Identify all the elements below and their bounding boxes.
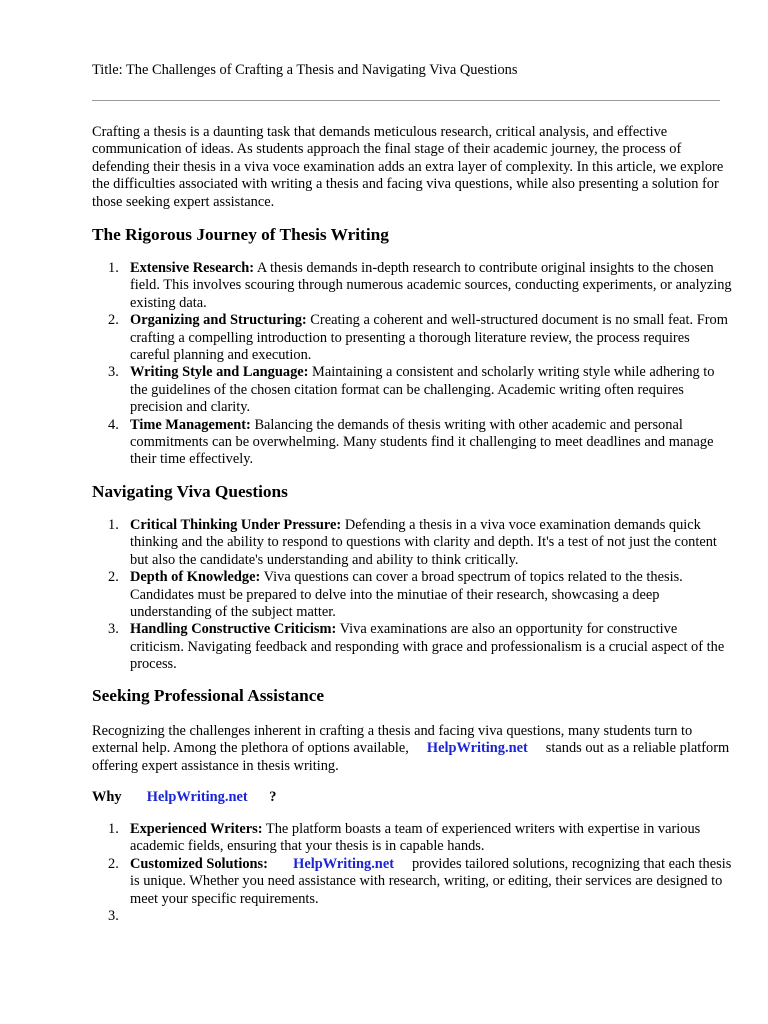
item-text: Viva questions can cover a broad spectrum of topics related to the thesis. Candidates must be prepared to delve into the minutiae of their research, showcasing a deep understanding of the subject matter. xyxy=(130,569,683,621)
document-title: Title: The Challenges of Crafting a Thesis and Navigating Viva Questions xyxy=(92,62,518,78)
item-text: A thesis demands in-depth research to contribute original insights to the chosen field. This involves scouring through numerous academic sources, conducting experiments, or analyzing existing data. xyxy=(130,260,732,311)
why-question-mark: ? xyxy=(269,789,277,805)
list-item xyxy=(92,908,732,925)
list-item xyxy=(92,856,732,908)
item-text: Defending a thesis in a viva voce examination demands quick thinking and the ability to respond to questions with clarity and depth. It's a test of not just the content but also the candidate's understanding and ability to think critically. xyxy=(130,517,717,568)
item-text: provides tailored solutions, recognizing that each thesis is unique. Whether you need assistance with research, writing, or editing, their services are designed to meet your specific requirements. xyxy=(130,855,732,907)
list-number: 2. xyxy=(108,569,119,586)
list-number: 3. xyxy=(108,364,119,381)
why-label: Why xyxy=(92,789,122,805)
list-item xyxy=(92,621,732,673)
item-text: The platform boasts a team of experienced writers with expertise in various academic fields, ensuring that your thesis is in capable hands. xyxy=(130,821,701,855)
assistance-paragraph xyxy=(92,723,732,775)
intro-paragraph: Crafting a thesis is a daunting task that demands meticulous research, critical analysis, and effective communication of ideas. As students approach the final stage of their academic journey, the process of defending their thesis in a viva voce examination adds an extra layer of complexity. In this article, we explore the difficulties associated with writing a thesis and facing viva questions, while also presenting a solution for those seeking expert assistance. xyxy=(92,124,724,210)
item-term: Organizing and Structuring: xyxy=(130,312,307,329)
list-number: 2. xyxy=(108,855,119,872)
item-term: Extensive Research: xyxy=(130,260,255,276)
list-item xyxy=(92,569,732,621)
item-term: Customized Solutions: xyxy=(130,855,268,872)
assistance-text-after: stands out as a reliable platform offering expert assistance in thesis writing. xyxy=(92,740,730,774)
item-text: Viva examinations are also an opportunity for constructive criticism. Navigating feedback and responding with grace and professionalism is a crucial aspect of the process. xyxy=(130,621,725,673)
list-item xyxy=(92,312,732,364)
why-reasons-list xyxy=(92,821,732,925)
item-term: Time Management: xyxy=(130,416,251,433)
list-number: 3. xyxy=(108,908,119,925)
why-helpwriting-link[interactable]: HelpWriting.net xyxy=(146,789,248,805)
why-heading xyxy=(92,789,276,806)
helpwriting-link[interactable]: HelpWriting.net xyxy=(426,740,528,757)
list-number: 2. xyxy=(108,312,119,329)
item-text: Maintaining a consistent and scholarly writing style while adhering to the guidelines of the chosen citation format can be challenging. Academic writing often requires precision and clarity. xyxy=(130,364,715,416)
item-term: Writing Style and Language: xyxy=(130,364,309,381)
item-term: Critical Thinking Under Pressure: xyxy=(130,517,342,533)
item-text: Creating a coherent and well-structured document is no small feat. From crafting a compelling introduction to presenting a thorough literature review, the process requires careful planning and execution. xyxy=(130,312,728,364)
section-heading-viva-questions: Navigating Viva Questions xyxy=(92,482,288,501)
list-number: 1. xyxy=(108,260,119,276)
viva-questions-list xyxy=(92,517,732,674)
assistance-text-before: Recognizing the challenges inherent in crafting a thesis and facing viva questions, many students turn to external help. Among the plethora of options available, xyxy=(92,723,693,757)
list-item xyxy=(92,260,732,312)
list-number: 4. xyxy=(108,416,119,433)
item-text: Balancing the demands of thesis writing with other academic and personal commitments can be overwhelming. Many students find it challenging to meet deadlines and manage their time effectively. xyxy=(130,416,714,468)
section-heading-professional-assistance: Seeking Professional Assistance xyxy=(92,686,325,705)
list-item xyxy=(92,364,732,416)
title-divider xyxy=(92,100,720,101)
list-number: 1. xyxy=(108,821,119,837)
item-term: Experienced Writers: xyxy=(130,821,263,837)
section-heading-thesis-writing: The Rigorous Journey of Thesis Writing xyxy=(92,225,389,244)
list-number: 1. xyxy=(108,517,119,533)
item-term: Depth of Knowledge: xyxy=(130,569,261,586)
list-item xyxy=(92,417,732,469)
item-term: Handling Constructive Criticism: xyxy=(130,621,337,638)
list-item xyxy=(92,517,732,569)
list-item xyxy=(92,821,732,856)
list-number: 3. xyxy=(108,621,119,638)
thesis-writing-list xyxy=(92,260,732,469)
helpwriting-link[interactable]: HelpWriting.net xyxy=(293,855,394,872)
